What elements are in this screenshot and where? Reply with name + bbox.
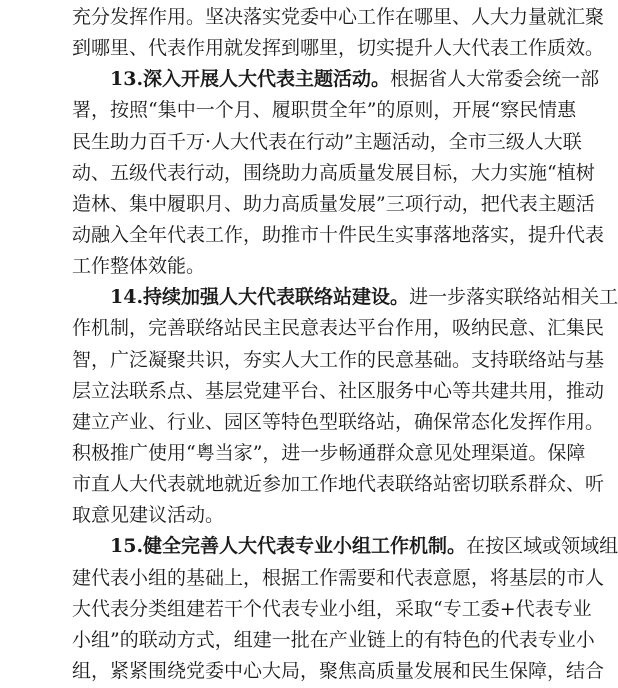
section-13-first-line: [110, 62, 600, 96]
section-13-heading: 13.深入开展人大代表主题活动。: [110, 68, 391, 91]
text-line: 大代表分类组建若干个代表专业小组，采取“专工委+代表专业: [72, 597, 592, 620]
section-14-first-line-rest: 进一步落实联络站相关工: [409, 286, 618, 309]
section-15-first-line: [110, 529, 618, 563]
text-line: 取意见建议活动。: [72, 504, 225, 527]
section-13-first-line-rest: 根据省人大常委会统一部: [390, 68, 600, 91]
section-14-heading: 14.持续加强人大代表联络站建设。: [110, 286, 410, 309]
text-line: 民生助力百千万·人大代表在行动”主题活动，全市三级人大联: [72, 130, 582, 153]
text-line: 建立产业、行业、园区等特色型联络站，确保常态化发挥作用。: [72, 410, 605, 433]
text-line: 作机制，完善联络站民主民意表达平台作用，吸纳民意、汇集民: [72, 317, 605, 340]
text-line: 造林、集中履职月、助力高质量发展”三项行动，把代表主题活: [72, 192, 595, 215]
section-15-heading: 15.健全完善人大代表专业小组工作机制。: [110, 535, 467, 558]
text-line: 市直人大代表就地就近参加工作地代表联络站密切联系群众、听: [72, 473, 605, 496]
text-line: 动、五级代表行动，围绕助力高质量发展目标，大力实施“植树: [72, 161, 595, 184]
text-line: 署，按照“集中一个月、履职贯全年”的原则，开展“察民情惠: [72, 99, 577, 122]
text-line: 组，紧紧围绕党委中心大局，聚焦高质量发展和民生保障，结合: [72, 660, 605, 682]
text-line: 到哪里、代表作用就发挥到哪里，切实提升人大代表工作质效。: [72, 37, 605, 60]
section-15-first-line-rest: 在按区域或领域组: [466, 535, 618, 558]
text-line: 层立法联系点、基层党建平台、社区服务中心等共建共用，推动: [72, 379, 605, 402]
text-line: 充分发挥作用。坚决落实党委中心工作在哪里、人大力量就汇聚: [72, 6, 605, 28]
text-line: 小组”的联动方式，组建一批在产业链上的有特色的代表专业小: [72, 628, 595, 651]
section-14-first-line: [110, 280, 618, 314]
text-line: 工作整体效能。: [72, 255, 206, 278]
text-line: 动融入全年代表工作，助推市十件民生实事落地落实，提升代表: [72, 224, 605, 246]
text-line: 建代表小组的基础上，根据工作需要和代表意愿，将基层的市人: [72, 566, 605, 589]
text-line: 积极推广使用“粤当家”，进一步畅通群众意见处理渠道。保障: [72, 442, 586, 464]
text-line: 智，广泛凝聚共识，夯实人大工作的民意基础。支持联络站与基: [72, 348, 605, 371]
